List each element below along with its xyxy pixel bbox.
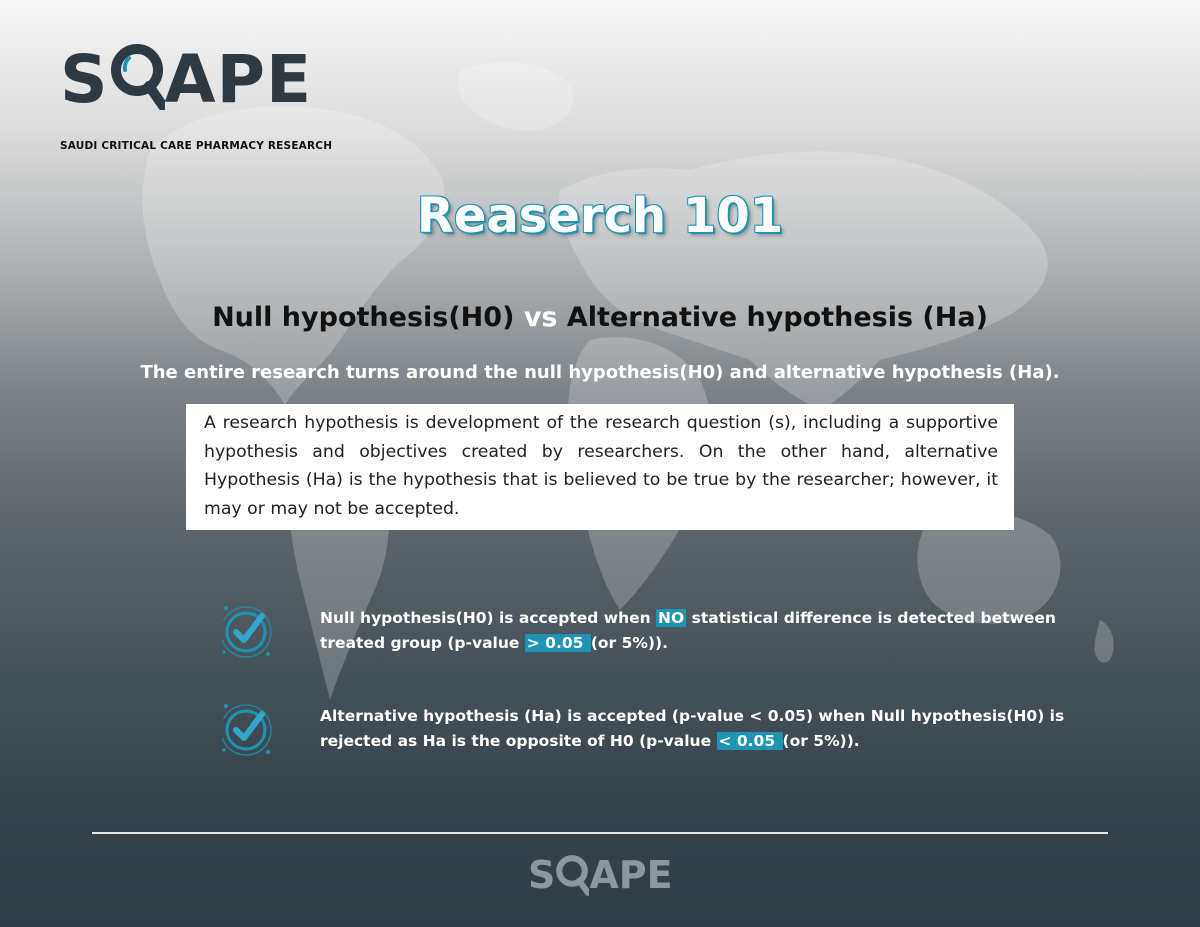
definition-box <box>186 404 1014 530</box>
footer-logo: S APE <box>528 853 673 897</box>
magnifier-icon <box>109 40 165 110</box>
page-title: Reaserch 101 <box>416 188 784 244</box>
magnifier-icon <box>555 852 589 896</box>
lead-sentence: The entire research turns around the null hypothesis(H0) and alternative hypothesis (Ha). <box>140 362 1060 383</box>
subtitle-vs: vs <box>523 302 558 333</box>
definition-text: A research hypothesis is development of the research question (s), including a supportive hypothesis and objectives created by researchers. On the other hand, alternative Hypothesis (Ha) is the hypothesis that is believed to be true by the researcher; however, it may or may not be accepted. <box>204 413 998 519</box>
check-circle-icon <box>218 698 280 760</box>
subtitle-alternative: Alternative hypothesis (Ha) <box>566 302 988 333</box>
highlight-no: NO <box>658 609 685 627</box>
check-circle-icon <box>218 600 280 662</box>
highlight-pvalue: > 0.05 <box>526 634 589 652</box>
scape-logo <box>60 40 350 160</box>
subtitle <box>0 302 1200 333</box>
footer-divider <box>92 832 1108 834</box>
point-text: Alternative hypothesis (Ha) is accepted (p-value < 0.05) when Null hypothesis(H0) is rejected as Ha is the opposite of H0 (p-value < 0.05 (or 5%)). <box>320 707 1065 750</box>
logo-wordmark: S APE <box>60 41 313 118</box>
logo-tagline: SAUDI CRITICAL CARE PHARMACY RESEARCH <box>60 140 333 152</box>
point-text: Null hypothesis(H0) is accepted when NO statistical difference is detected between treated group (p-value > 0.05 (or 5%)). <box>320 609 1056 652</box>
subtitle-null: Null hypothesis(H0) <box>212 302 515 333</box>
highlight-pvalue: < 0.05 <box>718 732 781 750</box>
